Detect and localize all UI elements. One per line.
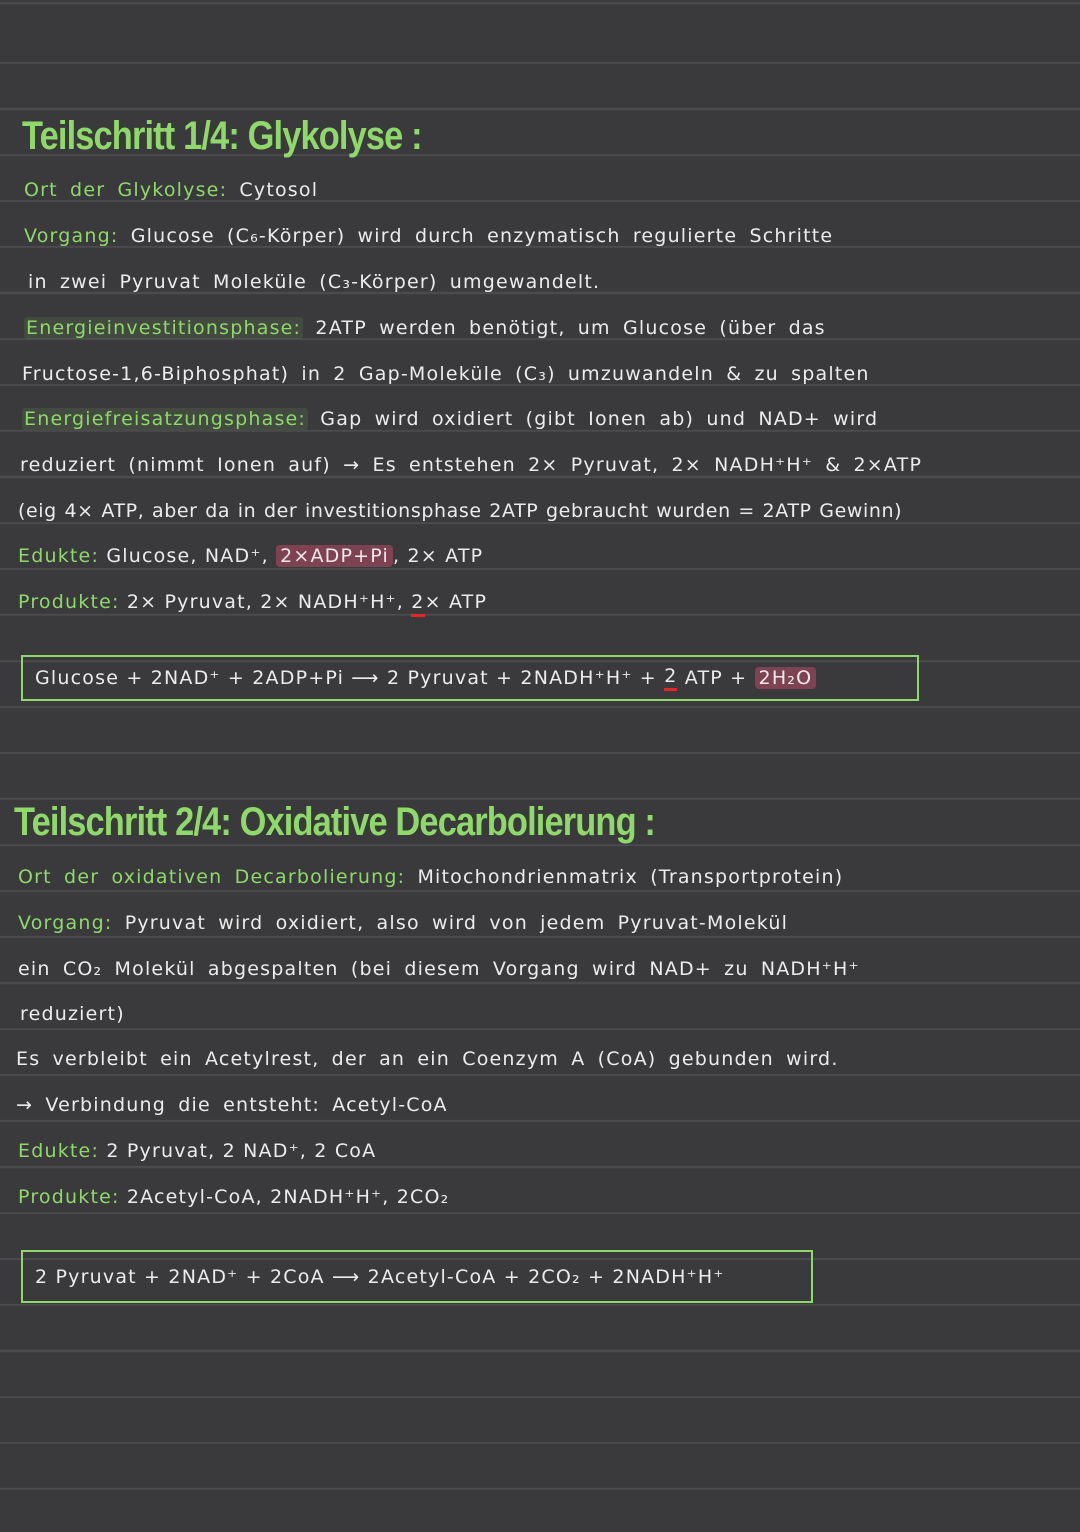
invest-line-1 <box>24 317 826 339</box>
glykolyse-equation-box <box>21 655 919 701</box>
acetyl-line-2: → Verbindung die entsteht: Acetyl-CoA <box>16 1094 448 1116</box>
invest-line-2: Fructose-1,6-Biphosphat) in 2 Gap-Moleküle (C₃) umzuwandeln & zu spalten <box>22 363 870 385</box>
ort-label: Ort der Glykolyse: <box>24 179 228 201</box>
ort-glykolyse-line <box>24 179 318 201</box>
vorgang-text-1: Glucose (C₆-Körper) wird durch enzymatisch regulierte Schritte <box>130 225 834 247</box>
vorgang2-text-1: Pyruvat wird oxidiert, also wird von jedem Pyruvat-Molekül <box>124 912 789 934</box>
edukte-highlight: 2×ADP+Pi <box>276 545 393 567</box>
vorgang2-label: Vorgang: <box>18 912 113 934</box>
decarb-equation-box <box>21 1250 813 1303</box>
invest-label: Energieinvestitionsphase: <box>26 317 302 339</box>
vorgang-line-2: in zwei Pyruvat Moleküle (C₃-Körper) umgewandelt. <box>28 271 601 293</box>
freisatz-line-3: (eig 4× ATP, aber da in der investitionsphase 2ATP gebraucht wurden = 2ATP Gewinn) <box>18 500 903 522</box>
vorgang2-line-2: ein CO₂ Molekül abgespalten (bei diesem Vorgang wird NAD+ zu NADH⁺H⁺ <box>18 958 860 980</box>
vorgang-label: Vorgang: <box>24 225 119 247</box>
produkte-label: Produkte: <box>18 591 120 613</box>
decarb-equation: 2 Pyruvat + 2NAD⁺ + 2CoA ⟶ 2Acetyl-CoA + 2CO₂ + 2NADH⁺H⁺ <box>35 1265 725 1288</box>
edukte-text-c: , 2× ATP <box>393 545 484 567</box>
ort2-value: Mitochondrienmatrix (Transportprotein) <box>417 866 844 888</box>
ort-value: Cytosol <box>239 179 319 201</box>
section1-heading: Teilschritt 1/4: Glykolyse : <box>22 114 422 158</box>
acetyl-line-1: Es verbleibt ein Acetylrest, der an ein Coenzym A (CoA) gebunden wird. <box>16 1048 839 1070</box>
eq-underlined: 2 <box>664 665 677 691</box>
section2-heading: Teilschritt 2/4: Oxidative Decarbolierung : <box>14 800 656 844</box>
edukte-label: Edukte: <box>18 545 100 567</box>
produkte-underlined: 2 <box>411 591 424 617</box>
vorgang2-line-3: reduziert) <box>20 1003 125 1025</box>
produkte-text-a: 2× Pyruvat, 2× NADH⁺H⁺, <box>126 591 405 613</box>
vorgang2-line-1 <box>18 912 788 934</box>
produkte2-line <box>18 1186 450 1208</box>
edukte2-label: Edukte: <box>18 1140 100 1162</box>
freisatz-label: Energiefreisatzungsphase: <box>24 408 307 430</box>
produkte2-value: 2Acetyl-CoA, 2NADH⁺H⁺, 2CO₂ <box>126 1186 450 1208</box>
vorgang-line-1 <box>24 225 833 247</box>
eq-text-a: Glucose + 2NAD⁺ + 2ADP+Pi ⟶ 2 Pyruvat + 2NADH⁺H⁺ + <box>35 667 657 689</box>
freisatz-line-1 <box>22 408 878 430</box>
freisatz-text-1: Gap wird oxidiert (gibt Ionen ab) und NAD+ wird <box>320 408 879 430</box>
produkte-line <box>18 591 487 613</box>
invest-text-1: 2ATP werden benötigt, um Glucose (über das <box>315 317 826 339</box>
edukte-line <box>18 545 483 567</box>
edukte2-value: 2 Pyruvat, 2 NAD⁺, 2 CoA <box>106 1140 377 1162</box>
produkte2-label: Produkte: <box>18 1186 120 1208</box>
edukte-text-a: Glucose, NAD⁺, <box>106 545 269 567</box>
eq-text-c: ATP + <box>684 667 748 689</box>
ort2-label: Ort der oxidativen Decarbolierung: <box>18 866 406 888</box>
ort-decarb-line <box>18 866 843 888</box>
edukte2-line <box>18 1140 376 1162</box>
freisatz-line-2: reduziert (nimmt Ionen auf) → Es entstehen 2× Pyruvat, 2× NADH⁺H⁺ & 2×ATP <box>20 454 923 476</box>
eq-highlight-water: 2H₂O <box>755 667 817 689</box>
produkte-text-c: × ATP <box>424 591 488 613</box>
